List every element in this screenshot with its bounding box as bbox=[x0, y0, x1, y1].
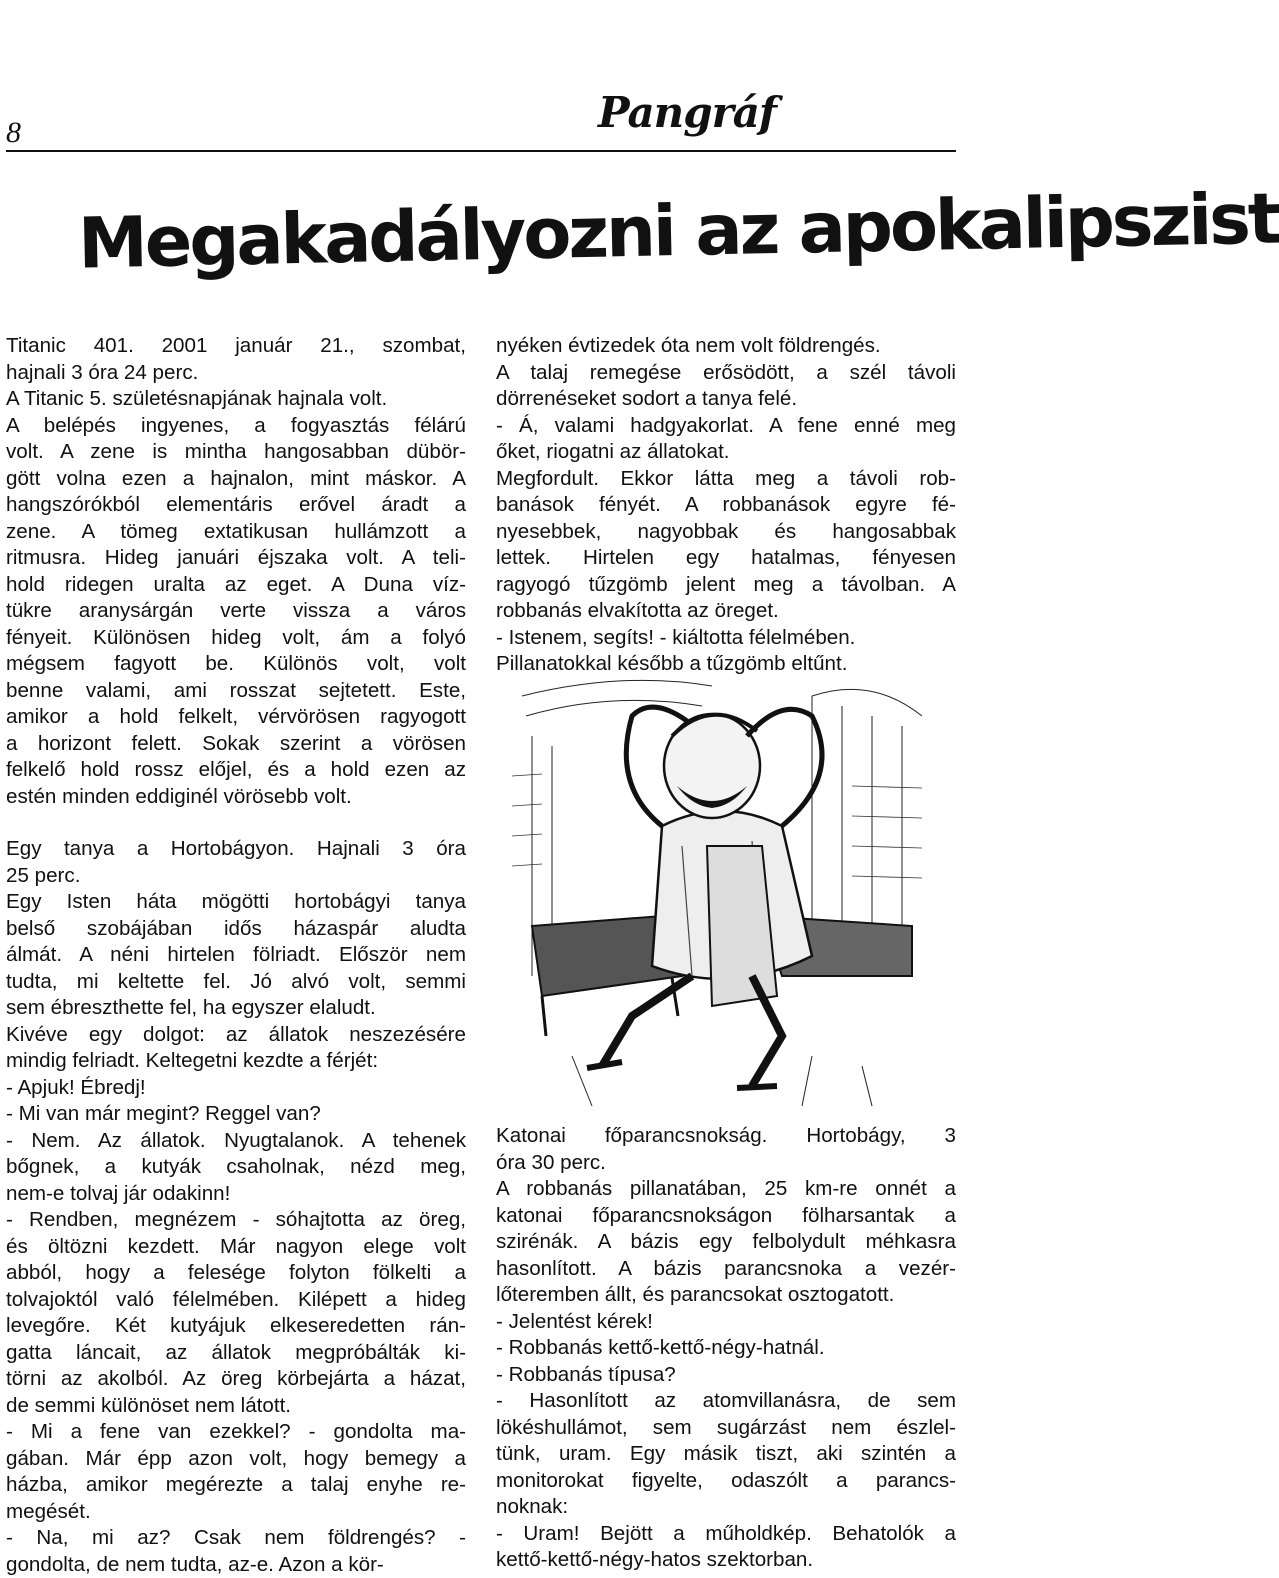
text-line: nem-e tolvaj jár odakinn! bbox=[6, 1181, 466, 1208]
text-line: ragyogó tűzgömb jelent meg a távolban. A bbox=[496, 572, 956, 599]
text-line: gatta láncait, az állatok megpróbálták ki- bbox=[6, 1340, 466, 1367]
text-line: robbanás elvakította az öreget. bbox=[496, 598, 956, 625]
text-line: felkelő hold rossz előjel, és a hold ezen az bbox=[6, 757, 466, 784]
text-line: benne valami, ami rosszat sejtetett. Este, bbox=[6, 678, 466, 705]
text-line: Pillanatokkal később a tűzgömb eltűnt. bbox=[496, 651, 956, 678]
text-line: tolvajoktól való félelmében. Kilépett a hideg bbox=[6, 1287, 466, 1314]
text-line: A robbanás pillanatában, 25 km-re onnét a bbox=[496, 1176, 956, 1203]
text-line: Megfordult. Ekkor látta meg a távoli rob- bbox=[496, 466, 956, 493]
text-line: kettő-kettő-négy-hatos szektorban. bbox=[496, 1547, 956, 1574]
text-line bbox=[6, 810, 466, 836]
text-line: - Apjuk! Ébredj! bbox=[6, 1075, 466, 1102]
text-line: házba, amikor megérezte a talaj enyhe re- bbox=[6, 1472, 466, 1499]
text-line: ritmusra. Hideg januári éjszaka volt. A teli- bbox=[6, 545, 466, 572]
text-line: bőgnek, a kutyák csaholnak, nézd meg, bbox=[6, 1154, 466, 1181]
text-line: noknak: bbox=[496, 1494, 956, 1521]
text-line: - Hasonlított az atomvillanásra, de sem bbox=[496, 1388, 956, 1415]
text-line: A Titanic 5. születésnapjának hajnala volt. bbox=[6, 386, 466, 413]
text-line: mégsem fagyott be. Különös volt, volt bbox=[6, 651, 466, 678]
text-line: lőteremben állt, és parancsokat osztogatott. bbox=[496, 1282, 956, 1309]
text-line: tükre aranysárgán verte vissza a város bbox=[6, 598, 466, 625]
text-line: megését. bbox=[6, 1499, 466, 1526]
text-line: - Nem. Az állatok. Nyugtalanok. A tehenek bbox=[6, 1128, 466, 1155]
text-line: volt. A zene is mintha hangosabban dübör- bbox=[6, 439, 466, 466]
text-line: lettek. Hirtelen egy hatalmas, fényesen bbox=[496, 545, 956, 572]
text-line: belső szobájában idős házaspár aludta bbox=[6, 916, 466, 943]
text-line: 25 perc. bbox=[6, 863, 466, 890]
text-line: - Robbanás kettő-kettő-négy-hatnál. bbox=[496, 1335, 956, 1362]
text-line: szirénák. A bázis egy felbolydult méhkasra bbox=[496, 1229, 956, 1256]
text-line: - Istenem, segíts! - kiáltotta félelmében. bbox=[496, 625, 956, 652]
text-line: katonai főparancsnokságon fölharsantak a bbox=[496, 1203, 956, 1230]
text-line: abból, hogy a felesége folyton fölkelti a bbox=[6, 1260, 466, 1287]
text-line: tudta, mi keltette fel. Jó alvó volt, semmi bbox=[6, 969, 466, 996]
text-line: gában. Már épp azon volt, hogy bemegy a bbox=[6, 1446, 466, 1473]
left-column bbox=[6, 333, 466, 1578]
text-line: Titanic 401. 2001 január 21., szombat, bbox=[6, 333, 466, 360]
text-line: álmát. A néni hirtelen fölriadt. Először nem bbox=[6, 942, 466, 969]
right-column-top bbox=[496, 333, 956, 678]
text-line: A talaj remegése erősödött, a szél távoli bbox=[496, 360, 956, 387]
header-rule bbox=[6, 150, 956, 152]
text-line: - Na, mi az? Csak nem földrengés? - bbox=[6, 1525, 466, 1552]
text-line: Egy tanya a Hortobágyon. Hajnali 3 óra bbox=[6, 836, 466, 863]
text-line: zene. A tömeg extatikusan hullámzott a bbox=[6, 519, 466, 546]
text-line: levegőre. Két kutyájuk elkeseredetten rán- bbox=[6, 1313, 466, 1340]
article-headline: Megakadályozni az apokalipszist bbox=[77, 171, 899, 298]
text-line: hasonlított. A bázis parancsnoka a vezér- bbox=[496, 1256, 956, 1283]
text-line: gondolta, de nem tudta, az-e. Azon a kör- bbox=[6, 1552, 466, 1578]
text-line: Kivéve egy dolgot: az állatok neszezésére bbox=[6, 1022, 466, 1049]
text-line: nyéken évtizedek óta nem volt földrengés. bbox=[496, 333, 956, 360]
masthead-logo: Pangráf bbox=[598, 92, 776, 134]
text-line: hangszórókból elementáris erővel áradt a bbox=[6, 492, 466, 519]
text-line: - Mi a fene van ezekkel? - gondolta ma- bbox=[6, 1419, 466, 1446]
text-line: hajnali 3 óra 24 perc. bbox=[6, 360, 466, 387]
text-line: és öltözni kezdett. Már nagyon elege volt bbox=[6, 1234, 466, 1261]
text-line: - Jelentést kérek! bbox=[496, 1309, 956, 1336]
text-line: törni az akolból. Az öreg körbejárta a házat, bbox=[6, 1366, 466, 1393]
text-line: őket, riogatni az állatokat. bbox=[496, 439, 956, 466]
text-line: Egy Isten háta mögötti hortobágyi tanya bbox=[6, 889, 466, 916]
text-line: monitorokat figyelte, odaszólt a parancs- bbox=[496, 1468, 956, 1495]
text-line: - Mi van már megint? Reggel van? bbox=[6, 1101, 466, 1128]
text-line: mindig felriadt. Keltegetni kezdte a férjét: bbox=[6, 1048, 466, 1075]
text-line: estén minden eddiginél vörösebb volt. bbox=[6, 784, 466, 811]
text-line: óra 30 perc. bbox=[496, 1150, 956, 1177]
text-line: dörrenéseket sodort a tanya felé. bbox=[496, 386, 956, 413]
text-line: - Rendben, megnézem - sóhajtotta az öreg, bbox=[6, 1207, 466, 1234]
text-line: - Robbanás típusa? bbox=[496, 1362, 956, 1389]
text-line: de semmi különöset nem látott. bbox=[6, 1393, 466, 1420]
text-line: a horizont felett. Sokak szerint a vörösen bbox=[6, 731, 466, 758]
text-line: hold ridegen uralta az eget. A Duna víz- bbox=[6, 572, 466, 599]
text-line: gött volna ezen a hajnalon, mint máskor. A bbox=[6, 466, 466, 493]
text-line: lökéshullámot, sem sugárzást nem észlel- bbox=[496, 1415, 956, 1442]
text-line: amikor a hold felkelt, vérvörösen ragyogott bbox=[6, 704, 466, 731]
frightened-man-illustration bbox=[512, 676, 932, 1106]
text-line: A belépés ingyenes, a fogyasztás félárú bbox=[6, 413, 466, 440]
text-line: sem ébreszthette fel, ha egyszer elaludt. bbox=[6, 995, 466, 1022]
text-line: - Uram! Bejött a műholdkép. Behatolók a bbox=[496, 1521, 956, 1548]
text-line: banások fényét. A robbanások egyre fé- bbox=[496, 492, 956, 519]
text-line: tünk, uram. Egy másik tiszt, aki szintén a bbox=[496, 1441, 956, 1468]
text-line: - Á, valami hadgyakorlat. A fene enné meg bbox=[496, 413, 956, 440]
text-line: fényeit. Különösen hideg volt, ám a folyó bbox=[6, 625, 466, 652]
page-number: 8 bbox=[6, 118, 21, 148]
text-line: nyesebbek, nagyobbak és hangosabbak bbox=[496, 519, 956, 546]
right-column-bottom bbox=[496, 1123, 956, 1574]
text-line: Katonai főparancsnokság. Hortobágy, 3 bbox=[496, 1123, 956, 1150]
